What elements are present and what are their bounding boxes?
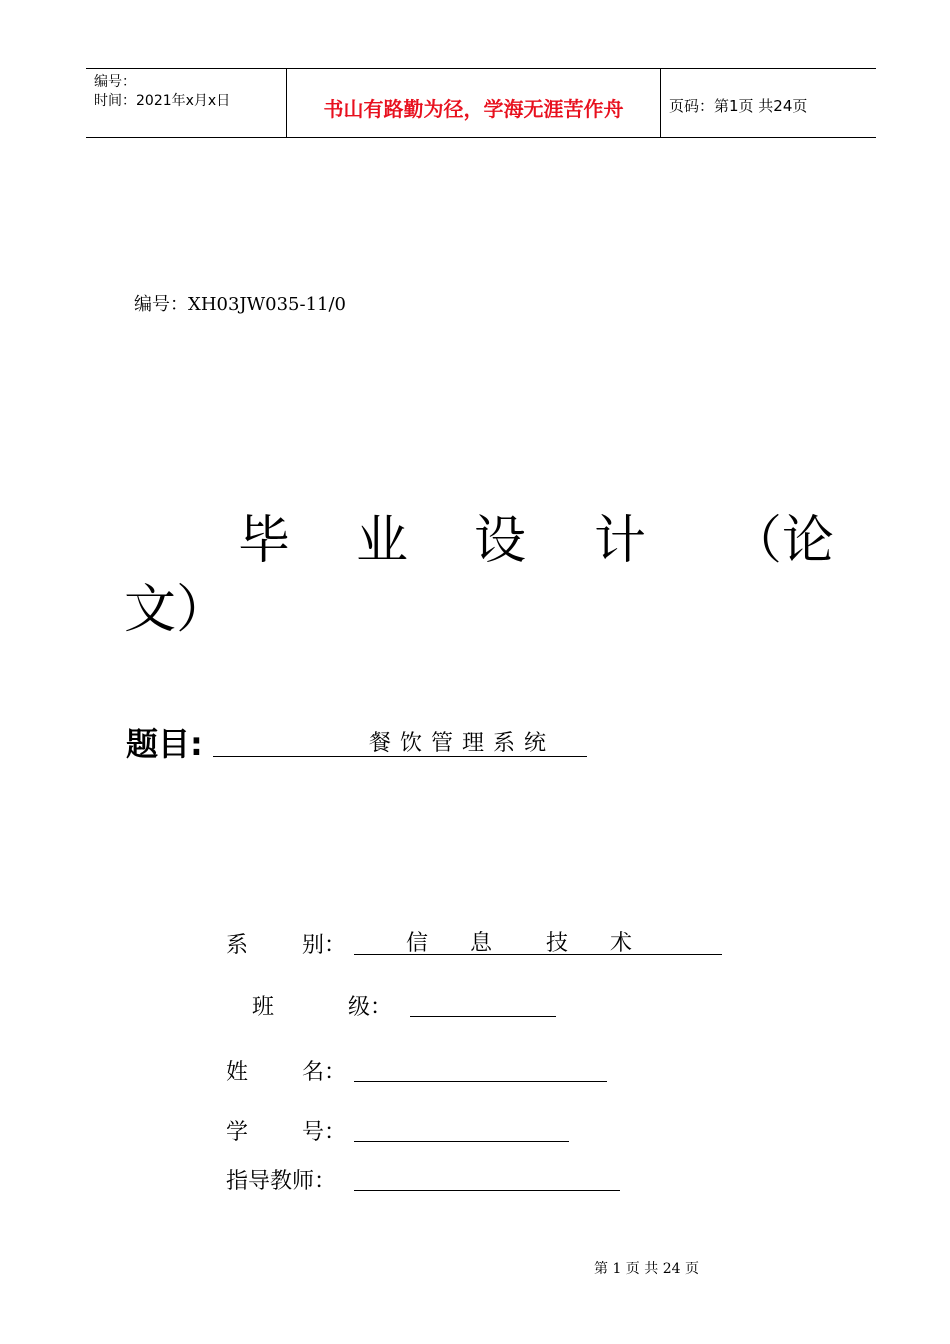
document-serial: 编号：XH03JW035-11/0 (134, 294, 346, 315)
thesis-title-line2: 文） (124, 580, 229, 640)
class-label-b: 级： (348, 995, 393, 1020)
topic-label: 题目: (126, 725, 203, 763)
name-label-b: 名： (302, 1060, 347, 1085)
header-serial-label: 编号： (94, 74, 136, 90)
department-label-a: 系 (226, 933, 249, 958)
title-char: 业 (356, 511, 409, 571)
advisor-label: 指导教师： (226, 1169, 337, 1194)
class-label-a: 班 (252, 995, 275, 1020)
title-char: 计 (594, 511, 647, 571)
student-id-field (354, 1113, 569, 1142)
title-char: （论 (730, 511, 835, 571)
department-value-char: 术 (610, 931, 633, 956)
department-value-char: 息 (470, 931, 493, 956)
title-char: 设 (474, 511, 527, 571)
header-divider (660, 69, 661, 137)
class-field (410, 988, 556, 1017)
header-time: 时间：2021年x月x日 (94, 93, 231, 109)
page-footer: 第 1 页 共 24 页 (594, 1261, 699, 1277)
header-meta (94, 69, 284, 137)
name-field (354, 1053, 607, 1082)
department-label-b: 别： (302, 933, 347, 958)
advisor-field (354, 1162, 620, 1191)
department-value-char: 技 (546, 931, 569, 956)
student-id-label-a: 学 (226, 1120, 249, 1145)
thesis-title (0, 505, 950, 585)
topic-value: 餐饮管理系统 (369, 731, 556, 756)
topic-field (213, 726, 587, 757)
title-char: 毕 (238, 511, 291, 571)
header-page-info: 页码：第1页 共24页 (669, 97, 808, 115)
page-header (86, 68, 876, 138)
name-label-a: 姓 (226, 1060, 249, 1085)
header-motto: 书山有路勤为径，学海无涯苦作舟 (323, 97, 624, 121)
department-value-char: 信 (406, 931, 429, 956)
student-id-label-b: 号： (302, 1120, 347, 1145)
